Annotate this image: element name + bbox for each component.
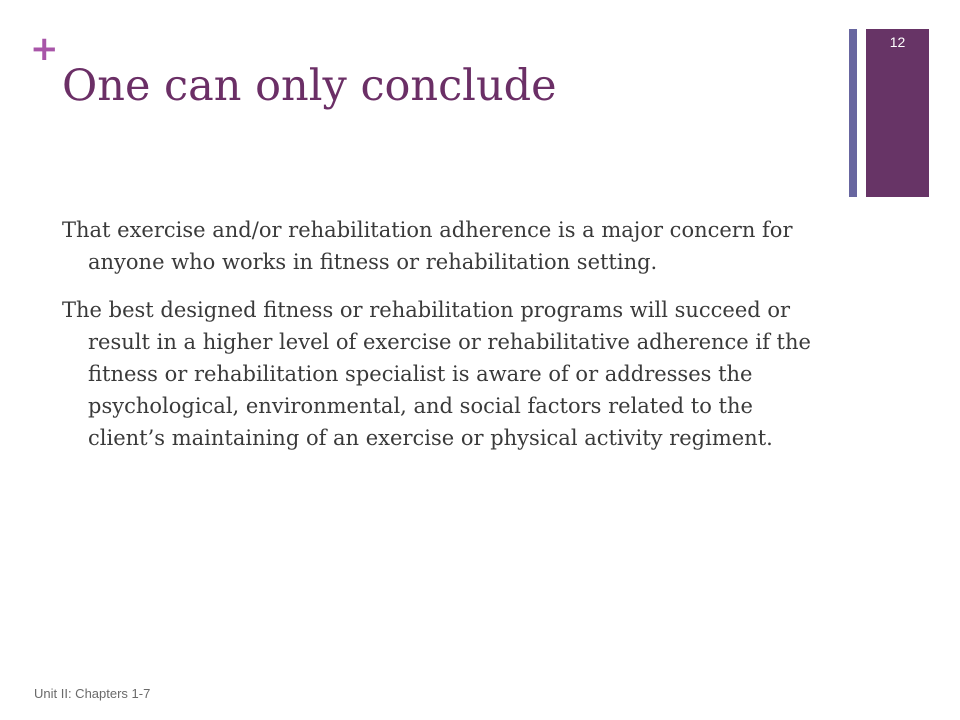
accent-bar-wide xyxy=(866,29,929,197)
body-paragraph-1: That exercise and/or rehabilitation adherence is a major concern for anyone who works in fitness or rehabilitation setting. xyxy=(62,218,793,274)
footer-text: Unit II: Chapters 1-7 xyxy=(34,686,151,701)
accent-bar-thin xyxy=(849,29,857,197)
body-paragraph-2: The best designed fitness or rehabilitation programs will succeed or result in a higher level of exercise or rehabilitative adherence if the fitness or rehabilitation specialist is aware of or addresses the psychological, environmental, and social factors related to the client’s maintaining of an exercise or physical activity regiment. xyxy=(62,298,811,450)
slide-body xyxy=(62,214,822,470)
plus-icon: + xyxy=(30,29,59,69)
slide-number: 12 xyxy=(889,34,906,50)
slide-title: One can only conclude xyxy=(62,61,557,111)
